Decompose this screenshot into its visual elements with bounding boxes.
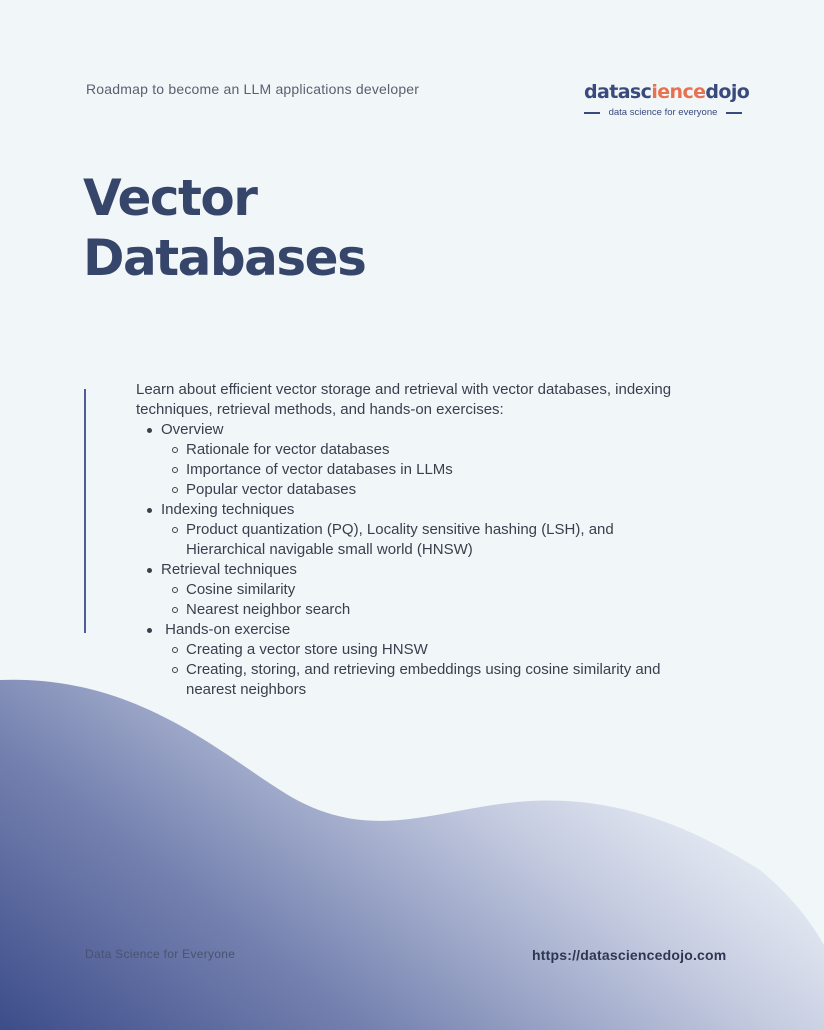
- roadmap-subtitle: Roadmap to become an LLM applications developer: [86, 81, 420, 97]
- subtopic-item: Rationale for vector databases: [161, 440, 696, 460]
- circle-bullet-icon: [172, 467, 178, 473]
- intro-paragraph: Learn about efficient vector storage and retrieval with vector databases, indexing techniques, retrieval methods, and hands-on exercises:: [136, 381, 672, 418]
- title-line-1: Vector: [83, 169, 257, 227]
- topic-label: Overview: [161, 421, 224, 438]
- topic-list: [136, 420, 696, 700]
- circle-bullet-icon: [172, 647, 178, 653]
- title-line-2: Databases: [83, 229, 366, 287]
- topic-retrieval: [136, 560, 696, 620]
- tagline-text: data science for everyone: [608, 107, 718, 118]
- circle-bullet-icon: [172, 587, 178, 593]
- topic-label: Retrieval techniques: [161, 561, 297, 578]
- circle-bullet-icon: [172, 667, 178, 673]
- bullet-icon: [147, 428, 152, 433]
- subtopic-item: Popular vector databases: [161, 480, 696, 500]
- subtopic-item: Product quantization (PQ), Locality sensitive hashing (LSH), and Hierarchical navigable small world (HNSW): [161, 520, 696, 560]
- topic-hands-on: [136, 620, 696, 700]
- logo-wordmark: datasciencedojo: [584, 81, 750, 103]
- subtopic-item: Creating a vector store using HNSW: [161, 640, 696, 660]
- page-title: [83, 168, 365, 288]
- content-accent-rule: [84, 389, 86, 633]
- topic-overview: [136, 420, 696, 500]
- topic-indexing: [136, 500, 696, 560]
- bullet-icon: [147, 568, 152, 573]
- circle-bullet-icon: [172, 607, 178, 613]
- subtopic-item: Nearest neighbor search: [161, 600, 696, 620]
- circle-bullet-icon: [172, 527, 178, 533]
- tagline-left-dash: [584, 112, 600, 114]
- datasciencedojo-logo: [584, 80, 750, 124]
- bullet-icon: [147, 628, 152, 633]
- subtopic-item: Importance of vector databases in LLMs: [161, 460, 696, 480]
- footer-tagline: Data Science for Everyone: [85, 947, 236, 961]
- subtopic-item: Creating, storing, and retrieving embeddings using cosine similarity and nearest neighbors: [161, 660, 696, 700]
- topic-label: Hands-on exercise: [161, 621, 291, 638]
- circle-bullet-icon: [172, 447, 178, 453]
- topic-label: Indexing techniques: [161, 501, 295, 518]
- footer-website-link[interactable]: https://datasciencedojo.com: [532, 947, 727, 963]
- content-body: [136, 380, 696, 700]
- logo-tagline: [584, 107, 742, 118]
- circle-bullet-icon: [172, 487, 178, 493]
- tagline-right-dash: [726, 112, 742, 114]
- bullet-icon: [147, 508, 152, 513]
- subtopic-item: Cosine similarity: [161, 580, 696, 600]
